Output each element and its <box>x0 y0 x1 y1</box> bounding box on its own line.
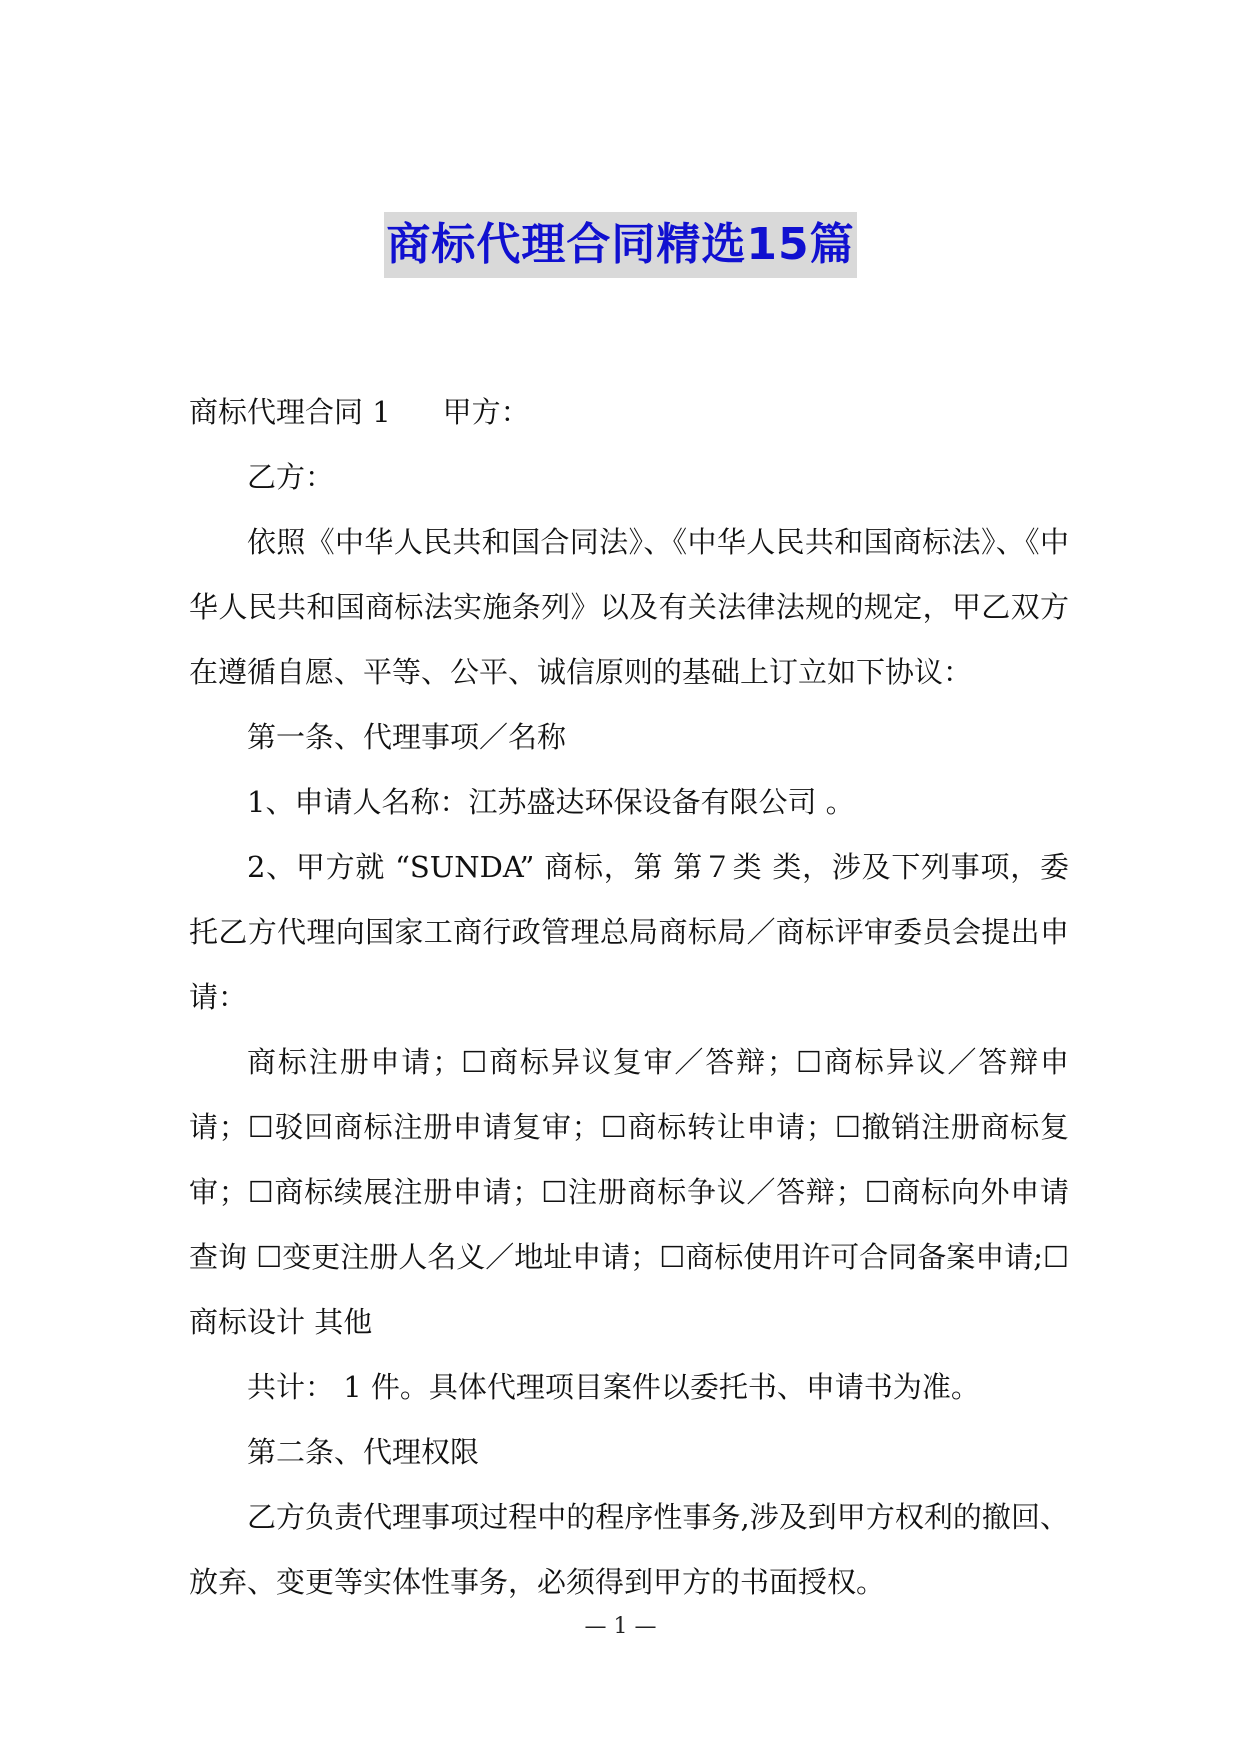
document-title: 商标代理合同精选15篇 <box>384 212 856 278</box>
title-container <box>0 212 1241 278</box>
total-count: 共计： 1 件。具体代理项目案件以委托书、申请书为准。 <box>247 1370 980 1404</box>
party-a-label: 甲方： <box>442 395 530 429</box>
heading-line <box>189 380 1069 445</box>
contract-heading: 商标代理合同 1 <box>189 395 391 429</box>
applicant-name: 1、申请人名称：江苏盛达环保设备有限公司 。 <box>247 785 855 819</box>
article-2-heading: 第二条、代理权限 <box>247 1435 480 1469</box>
service-options: 商标注册申请；☐商标异议复审／答辩；☐商标异议／答辩申请；☐驳回商标注册申请复审；☐商标转让申请；☐撤销注册商标复审；☐商标续展注册申请；☐注册商标争议／答辩；☐商标向外申请查询 ☐变更注册人名义／地址申请；☐商标使用许可合同备案申请;☐商标设计 其他 <box>189 1045 1069 1339</box>
article-1-heading: 第一条、代理事项／名称 <box>247 720 567 754</box>
paragraph-basis: 依照《中华人民共和国合同法》、《中华人民共和国商标法》、《中华人民共和国商标法实施条列》以及有关法律法规的规定，甲乙双方在遵循自愿、平等、公平、诚信原则的基础上订立如下协议： <box>189 525 1069 689</box>
trademark-matters: 2、甲方就 “SUNDA” 商标，第 第７类 类，涉及下列事项，委托乙方代理向国家工商行政管理总局商标局／商标评审委员会提出申请： <box>189 850 1069 1014</box>
paragraph-party-b: 乙方： <box>247 460 335 494</box>
agency-authority: 乙方负责代理事项过程中的程序性事务,涉及到甲方权利的撤回、放弃、变更等实体性事务，必须得到甲方的书面授权。 <box>189 1500 1069 1599</box>
document-body <box>189 380 1069 1615</box>
page-number: — 1 — <box>584 1614 657 1639</box>
